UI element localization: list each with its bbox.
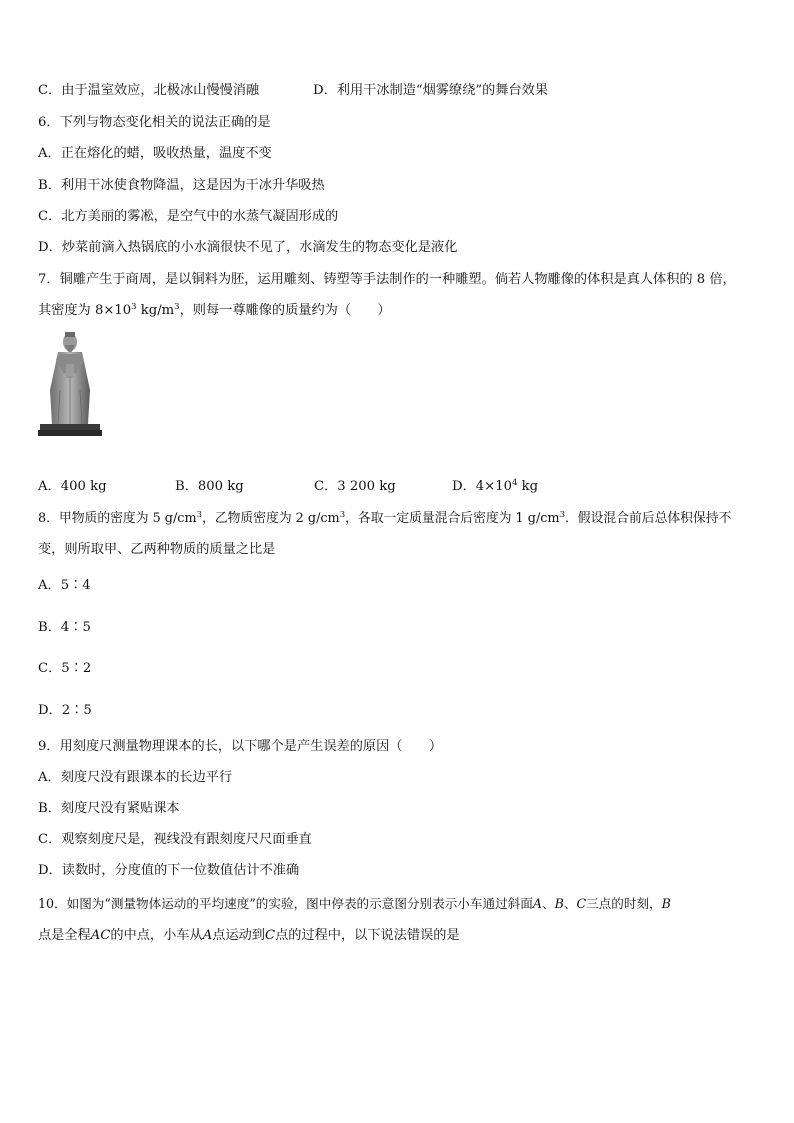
- q8-option-c: C．5∶2: [38, 661, 92, 676]
- q7-option-d: D．$4\times 10^4$ kg: [452, 478, 539, 494]
- q10-stem-line2: 点是全程AC的中点，小车从A点运动到C点的过程中，以下说法错误的是: [38, 928, 460, 943]
- q7-option-a: A．400 kg: [38, 479, 107, 494]
- q8-stem-line2: 变，则所取甲、乙两种物质的质量之比是: [38, 542, 276, 557]
- q8-stem-line1: 8．甲物质的密度为 5 $g/cm^3$，乙物质密度为 2 $g/cm^3$，各取一定质量混合后密度为 1 $g/cm^3$．假设混合前后总体积保持不: [38, 510, 732, 526]
- q8-option-a: A．5∶4: [38, 578, 91, 593]
- q6-option-c: C．北方美丽的雾凇，是空气中的水蒸气凝固形成的: [38, 209, 339, 224]
- q6-option-d: D．炒菜前滴入热锅底的小水滴很快不见了，水滴发生的物态变化是液化: [38, 240, 458, 255]
- q7-option-b: B．800 kg: [175, 479, 244, 494]
- q7-option-c: C．3 200 kg: [314, 479, 396, 494]
- q9-option-c: C．观察刻度尺是，视线没有跟刻度尺尺面垂直: [38, 832, 312, 847]
- q6-option-a: A．正在熔化的蜡，吸收热量，温度不变: [38, 146, 272, 161]
- q8-option-b: B．4∶5: [38, 620, 91, 635]
- q7-stem-line1: 7．铜雕产生于商周，是以铜料为胚，运用雕刻、铸塑等手法制作的一种雕塑。倘若人物雕像的体积是真人体积的 8 倍，: [38, 272, 736, 287]
- q7-stem-line2: 其密度为 $8\times 10^3$ $kg/m^3$，则每一尊雕像的质量约为（ ）: [38, 302, 391, 318]
- q9-stem: 9．用刻度尺测量物理课本的长，以下哪个是产生误差的原因（ ）: [38, 739, 443, 754]
- q9-option-b: B．刻度尺没有紧贴课本: [38, 801, 180, 816]
- q9-option-d: D．读数时，分度值的下一位数值估计不准确: [38, 863, 300, 878]
- q8-option-d: D．2∶5: [38, 703, 92, 718]
- option-d-prev: D．利用干冰制造“烟雾缭绕”的舞台效果: [313, 83, 549, 98]
- option-c-prev: C．由于温室效应，北极冰山慢慢消融: [38, 83, 260, 98]
- q10-stem-line1: 10．如图为“测量物体运动的平均速度”的实验，图中停表的示意图分别表示小车通过斜面A、B、C三点的时刻，B: [38, 896, 671, 911]
- q9-option-a: A．刻度尺没有跟课本的长边平行: [38, 770, 233, 785]
- statue-image: [38, 330, 102, 436]
- q6-stem: 6．下列与物态变化相关的说法正确的是: [38, 115, 271, 130]
- q6-option-b: B．利用干冰使食物降温，这是因为干冰升华吸热: [38, 178, 325, 193]
